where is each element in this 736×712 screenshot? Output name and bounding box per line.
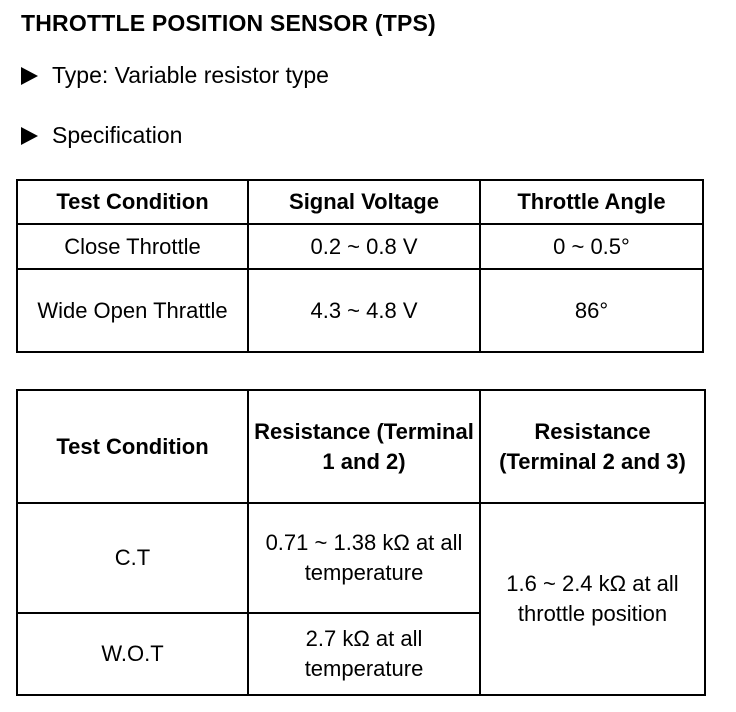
table-header-row <box>17 180 703 224</box>
header-test-condition: Test Condition <box>17 180 248 224</box>
table-header-row <box>17 390 705 503</box>
specification-text: Specification <box>52 122 183 148</box>
table-cell: 0.71 ~ 1.38 kΩ at all temperature <box>248 503 480 613</box>
table-cell: 0.2 ~ 0.8 V <box>248 224 480 269</box>
table-row <box>17 503 705 613</box>
merged-cell: 1.6 ~ 2.4 kΩ at all throttle position <box>480 503 705 695</box>
triangle-bullet-icon <box>21 67 38 85</box>
table-cell: 4.3 ~ 4.8 V <box>248 269 480 352</box>
type-text: Type: Variable resistor type <box>52 62 329 88</box>
resistance-table <box>16 389 706 696</box>
header-resistance-terminal-1-2: Resistance (Terminal 1 and 2) <box>248 390 480 503</box>
table-cell: 2.7 kΩ at all temperature <box>248 613 480 695</box>
page-title: THROTTLE POSITION SENSOR (TPS) <box>21 10 436 36</box>
header-throttle-angle: Throttle Angle <box>480 180 703 224</box>
table-cell: 86° <box>480 269 703 352</box>
type-bullet <box>21 62 329 89</box>
table-cell: W.O.T <box>17 613 248 695</box>
table-row <box>17 224 703 269</box>
specification-bullet <box>21 122 182 149</box>
table-cell: Wide Open Thrattle <box>17 269 248 352</box>
table-row <box>17 269 703 352</box>
table-cell: C.T <box>17 503 248 613</box>
header-signal-voltage: Signal Voltage <box>248 180 480 224</box>
header-test-condition: Test Condition <box>17 390 248 503</box>
header-resistance-terminal-2-3: Resistance (Terminal 2 and 3) <box>480 390 705 503</box>
table-cell: Close Throttle <box>17 224 248 269</box>
triangle-bullet-icon <box>21 127 38 145</box>
specification-table <box>16 179 704 353</box>
table-cell: 0 ~ 0.5° <box>480 224 703 269</box>
